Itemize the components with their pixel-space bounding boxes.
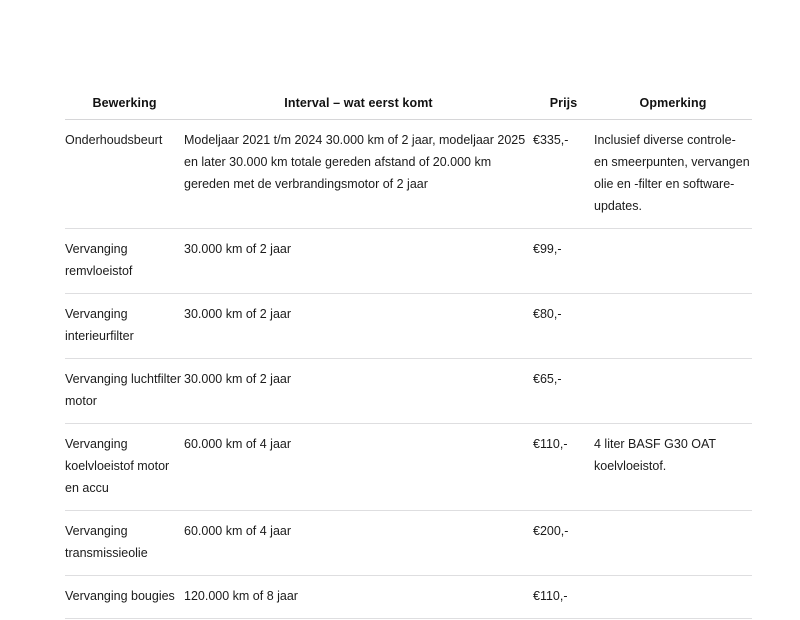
column-header-price: Prijs	[549, 96, 578, 110]
column-header-remark: Opmerking	[639, 96, 707, 110]
cell-operation: Vervanging bougies	[65, 589, 175, 603]
column-header-interval: Interval – wat eerst komt	[284, 96, 433, 110]
cell-interval: 30.000 km of 2 jaar	[184, 242, 292, 256]
column-header-operation: Bewerking	[92, 96, 157, 110]
cell-price: €80,-	[533, 307, 562, 321]
maintenance-schedule-table	[65, 96, 752, 619]
cell-remark: Inclusief diverse controle- en smeerpunten, vervangen olie en -filter en software-updates.	[594, 133, 750, 213]
cell-price: €335,-	[533, 133, 569, 147]
cell-remark	[594, 294, 752, 359]
cell-remark	[594, 576, 752, 619]
table-row	[65, 294, 752, 359]
cell-interval: 30.000 km of 2 jaar	[184, 372, 292, 386]
table-header	[65, 96, 752, 120]
cell-interval: 60.000 km of 4 jaar	[184, 524, 292, 538]
cell-operation: Vervanging luchtfilter motor	[65, 372, 182, 408]
cell-remark	[594, 511, 752, 576]
cell-remark: 4 liter BASF G30 OAT koelvloeistof.	[594, 437, 716, 473]
table-row	[65, 424, 752, 511]
cell-price: €99,-	[533, 242, 562, 256]
cell-operation: Vervanging remvloeistof	[65, 242, 133, 278]
cell-interval: Modeljaar 2021 t/m 2024 30.000 km of 2 jaar, modeljaar 2025 en later 30.000 km totale gereden afstand of 20.000 km gereden met de verbrandingsmotor of 2 jaar	[184, 133, 526, 191]
cell-interval: 30.000 km of 2 jaar	[184, 307, 292, 321]
cell-price: €200,-	[533, 524, 569, 538]
table-row	[65, 511, 752, 576]
cell-price: €110,-	[533, 589, 568, 603]
cell-interval: 60.000 km of 4 jaar	[184, 437, 292, 451]
table-header-row	[65, 96, 752, 120]
cell-operation: Vervanging interieurfilter	[65, 307, 134, 343]
cell-operation: Vervanging transmissieolie	[65, 524, 148, 560]
table-row	[65, 229, 752, 294]
cell-interval: 120.000 km of 8 jaar	[184, 589, 298, 603]
table-body	[65, 120, 752, 619]
table-row	[65, 359, 752, 424]
cell-price: €110,-	[533, 437, 568, 451]
cell-operation: Onderhoudsbeurt	[65, 133, 163, 147]
cell-price: €65,-	[533, 372, 562, 386]
cell-operation: Vervanging koelvloeistof motor en accu	[65, 437, 170, 495]
cell-remark	[594, 359, 752, 424]
table-row	[65, 576, 752, 619]
cell-remark	[594, 229, 752, 294]
table-row	[65, 120, 752, 229]
